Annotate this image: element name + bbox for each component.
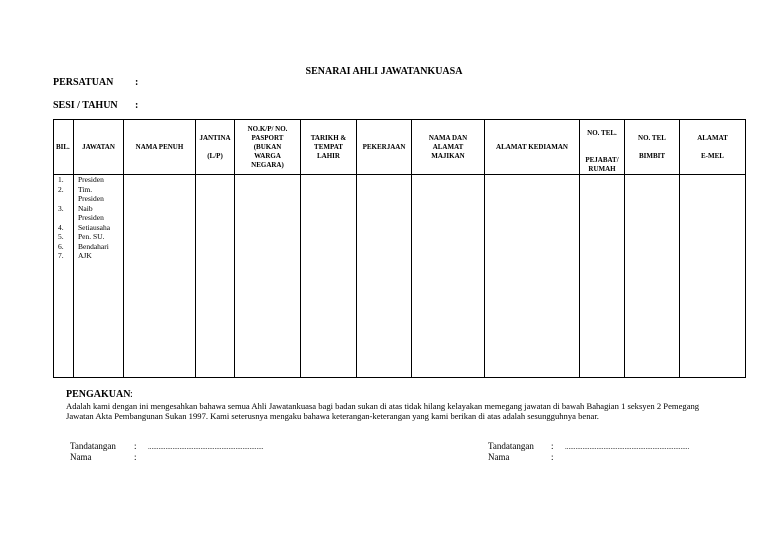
role-item: Presiden [78,175,104,184]
bil-number: 1. [58,175,64,184]
tandatangan-line-left[interactable]: .................................................................. [148,443,264,451]
header-no-tel-rumah [580,120,625,175]
tandatangan-label-left: Tandatangan [70,441,116,451]
no-kp-cell[interactable] [235,175,301,378]
bil-number: 5. [58,232,64,241]
sesi-label: SESI / TAHUN [53,100,118,111]
role-item: Presiden [78,213,104,222]
no-tel-rumah-cell[interactable] [580,175,625,378]
bil-number: 4. [58,222,64,232]
bil-number [54,213,73,223]
committee-table [53,119,746,378]
persatuan-label: PERSATUAN [53,77,114,88]
header-alamat-kediaman: ALAMAT KEDIAMAN [485,120,580,175]
tarikh-tempat-cell[interactable] [301,175,357,378]
bil-number: 6. [58,241,64,251]
role-item: Tim. [78,184,93,194]
tandatangan-line-right[interactable]: ....................................................................... [565,443,690,451]
role-item: Bendahari [78,241,109,251]
header-jantina: JANTINA (L/P) [196,120,235,175]
header-jawatan: JAWATAN [74,120,124,175]
pengakuan-text: Adalah kami dengan ini mengesahkan bahawa semua Ahli Jawatankuasa bagi badan sukan di atas tidak hilang kelayakan memegang jawatan di bawah Bahagian 1 seksyen 2 Pemegang Jawatan Akta Pembangunan Sukan 1997. Kami seterusnya mengaku bahawa keterangan-keterangan yang kami berikan di atas adalah sesungguhnya benar. [66,401,700,421]
bil-number: 3. [58,203,64,213]
header-alamat-emel: ALAMAT E-MEL [680,120,746,175]
jantina-cell[interactable] [196,175,235,378]
sesi-colon: : [135,100,139,111]
bil-cell [54,175,74,378]
persatuan-colon: : [135,77,139,88]
majikan-cell[interactable] [412,175,485,378]
table-header-row [54,120,746,175]
nama-penuh-cell[interactable] [124,175,196,378]
header-bil: BIL. [54,120,74,175]
bil-number [54,194,73,204]
header-nama-penuh: NAMA PENUH [124,120,196,175]
nama-colon-right: : [551,452,554,462]
header-majikan: NAMA DAN ALAMAT MAJIKAN [412,120,485,175]
header-no-kp: NO.K/P/ NO. PASPORT (BUKAN WARGA NEGARA) [235,120,301,175]
pekerjaan-cell[interactable] [357,175,412,378]
bil-number: 2. [58,184,64,194]
role-item: AJK [78,251,92,260]
header-pekerjaan: PEKERJAAN [357,120,412,175]
header-tarikh-tempat: TARIKH & TEMPAT LAHIR [301,120,357,175]
nama-colon-left: : [134,452,137,462]
header-no-tel-label: NO. TEL. [587,129,617,137]
table-body-row [54,175,746,378]
jawatan-cell [74,175,124,378]
alamat-emel-cell[interactable] [680,175,746,378]
document-title: SENARAI AHLI JAWATANKUASA [305,66,463,77]
role-item: Setiausaha [78,222,111,232]
tandatangan-colon-left: : [134,441,137,451]
nama-label-left: Nama [70,452,92,462]
tandatangan-colon-right: : [551,441,554,451]
no-tel-bimbit-cell[interactable] [625,175,680,378]
header-pejabat-rumah: PEJABAT/ RUMAH [585,156,619,173]
bil-number: 7. [58,251,64,260]
role-item: Pen. SU. [78,232,105,241]
pengakuan-colon: : [130,389,133,400]
role-item: Naib [78,203,93,213]
alamat-kediaman-cell[interactable] [485,175,580,378]
role-item: Presiden [78,194,104,203]
pengakuan-label: PENGAKUAN [66,389,131,400]
nama-label-right: Nama [488,452,510,462]
tandatangan-label-right: Tandatangan [488,441,534,451]
header-no-tel-bimbit: NO. TEL BIMBIT [625,120,680,175]
